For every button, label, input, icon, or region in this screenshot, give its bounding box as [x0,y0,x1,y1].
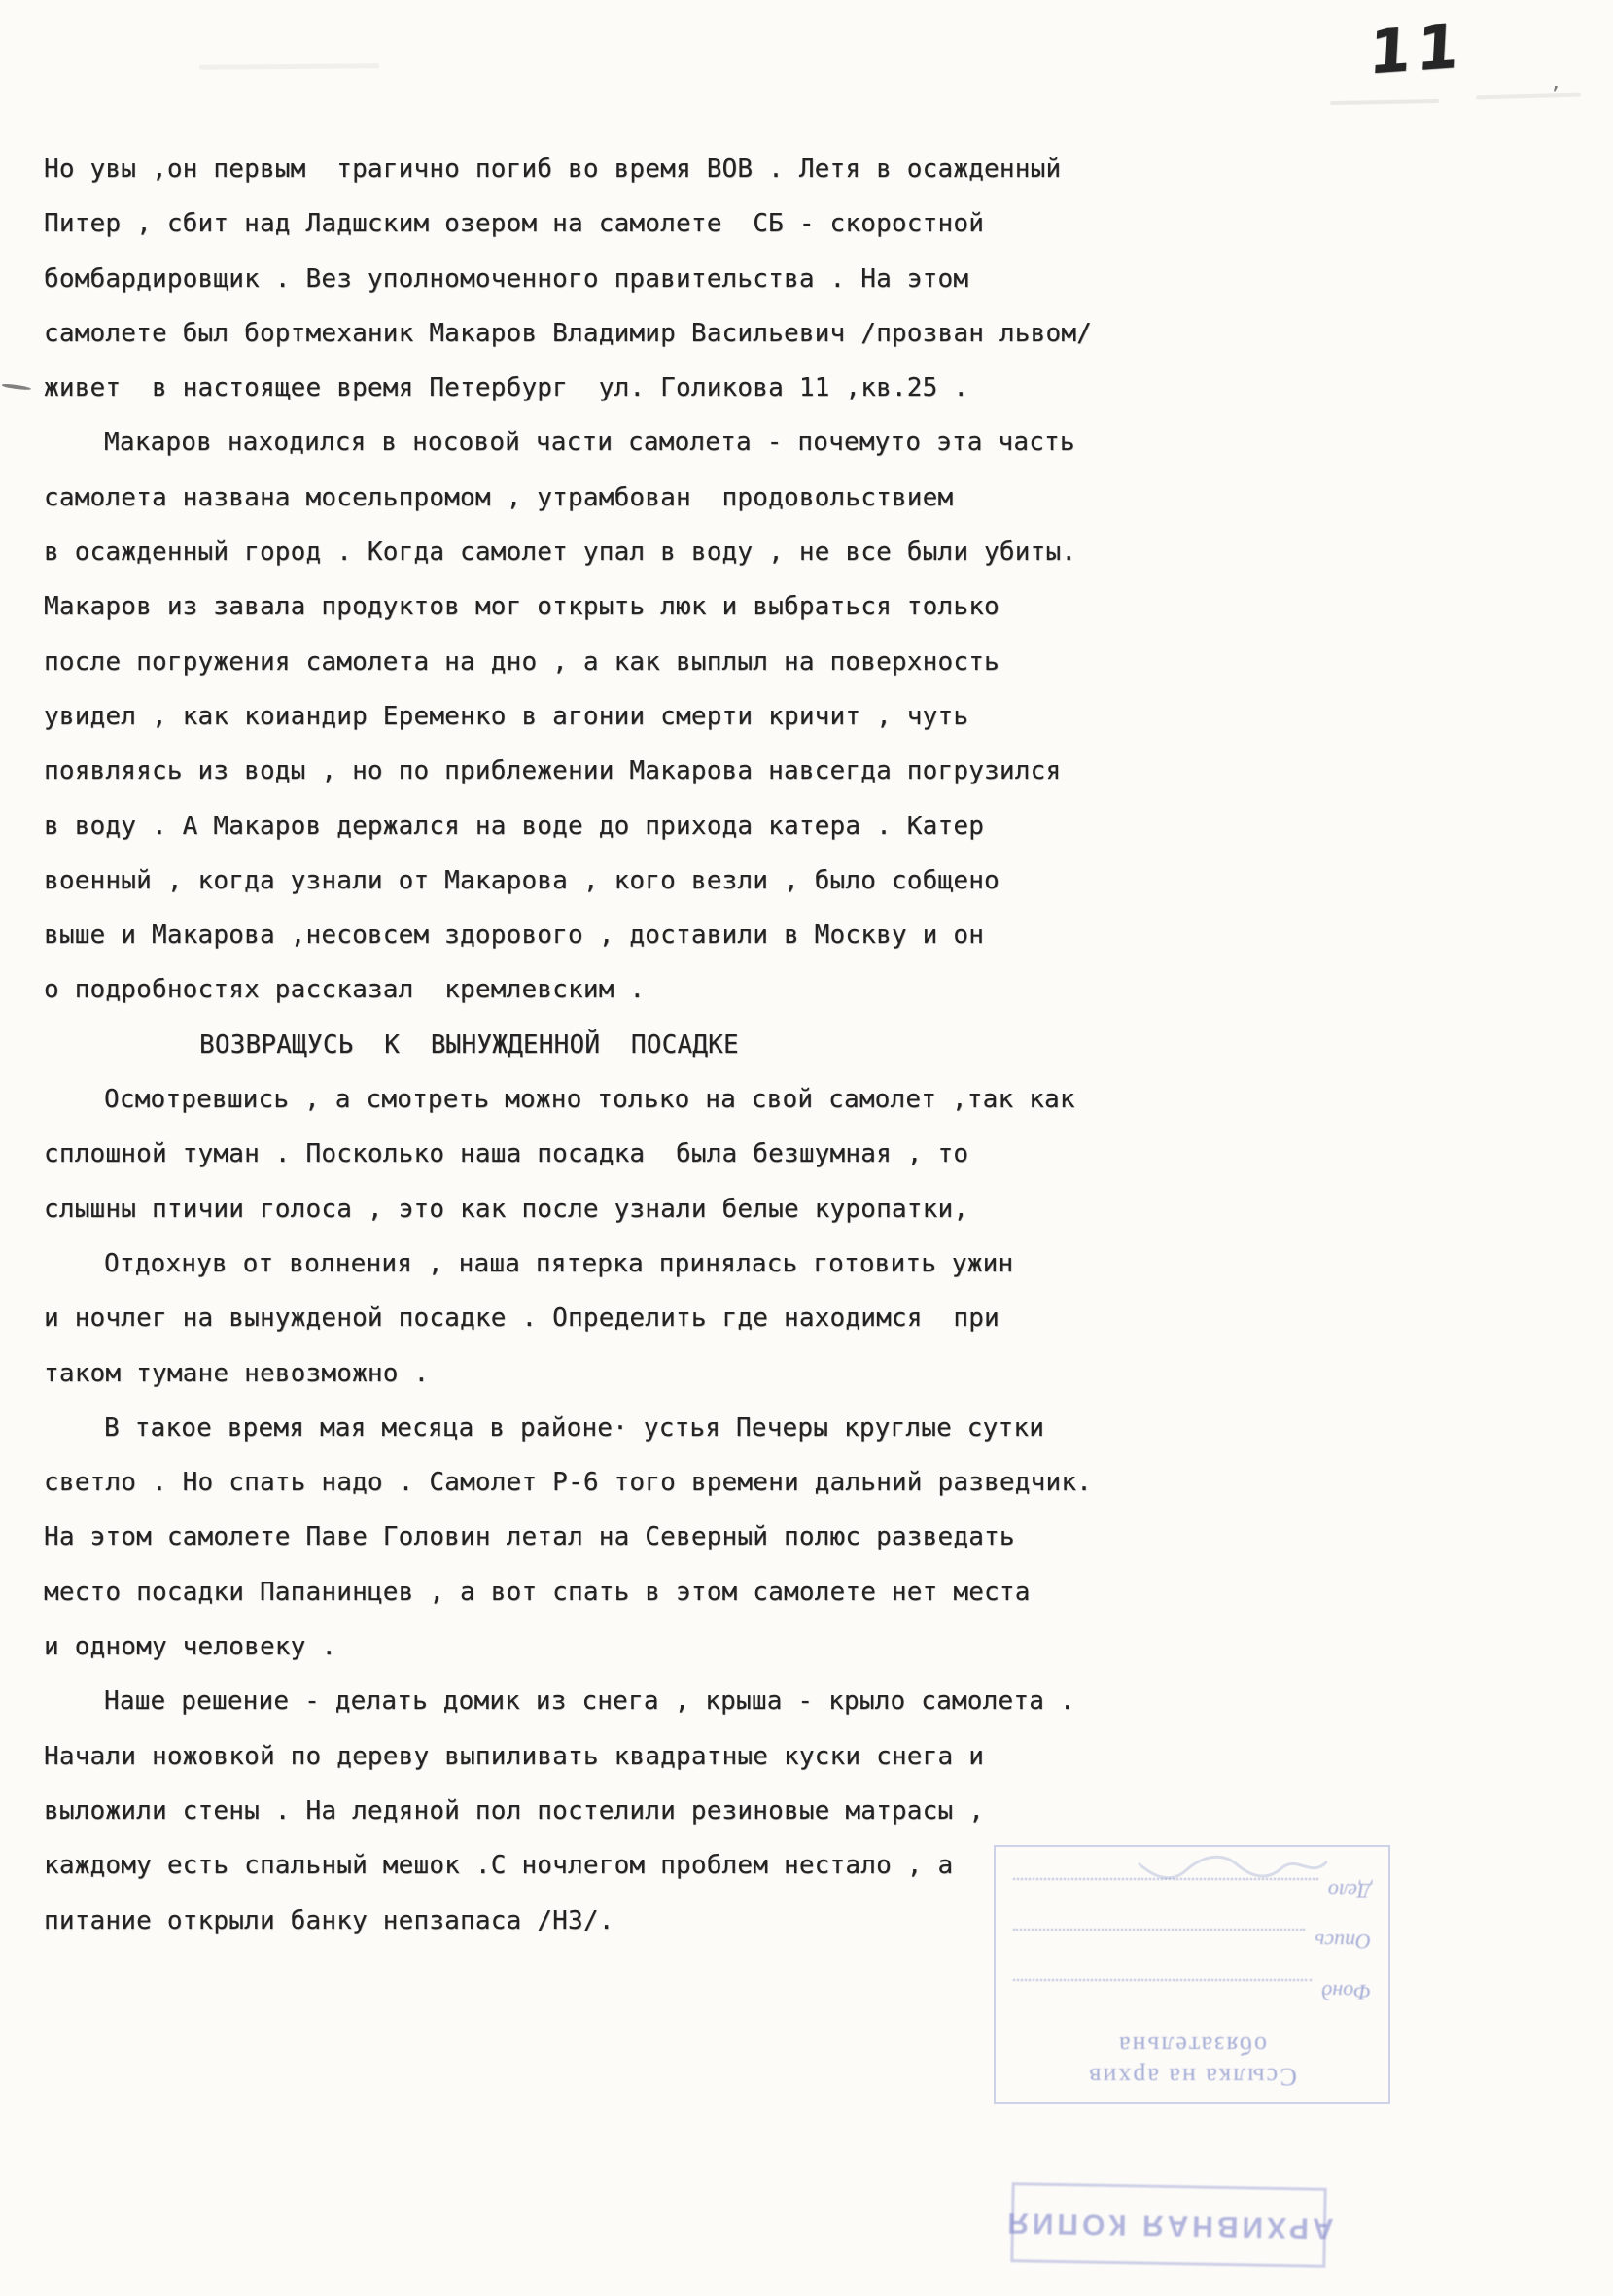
text-line: Макаров из завала продуктов мог открыть люк и выбраться только [44,592,999,622]
pencil-smudge [1476,93,1581,100]
stamp-note-line: обязательна [1117,2032,1267,2060]
faint-handwriting [1136,1851,1330,1884]
text-line: каждому есть спальный мешок .С ночлегом проблем нестало , а [44,1851,954,1881]
text-line: появляясь из воды , но по приблежении Макарова навсегда погрузился [44,756,1062,786]
text-line: выложили стены . На ледяной пол постелили резиновые матрасы , [44,1795,985,1826]
text-line: светло . Но спать надо . Самолет Р-6 того времени дальний разведчик. [44,1468,1093,1498]
text-line: военный , когда узнали от Макарова , кого везли , было собщено [44,865,999,895]
text-line: в воду . А Макаров держался на воде до прихода катера . Катер [44,811,985,841]
text-line: Начали ножовкой по дереву выпиливать квадратные куски снега и [44,1741,985,1771]
text-line: питание открыли банку непзапаса /НЗ/. [44,1905,614,1935]
text-line: Наше решение - делать домик из снега , крыша - крыло самолета . [104,1687,1075,1717]
text-line: место посадки Папанинцев , а вот спать в этом самолете нет места [44,1577,1031,1607]
margin-mark [2,383,31,391]
text-line: Осмотревшись , а смотреть можно только на свой самолет ,так как [104,1085,1075,1115]
text-line: в осажденный город . Когда самолет упал в воду , не все были убиты. [44,538,1077,568]
text-line: сплошной туман . Посколько наша посадка была безшумная , то [44,1139,969,1169]
pencil-smudge [1330,99,1439,105]
stamp-note [1013,2030,1371,2092]
text-line: Отдохнув от волнения , наша пятерка принялась готовить ужин [104,1248,1014,1278]
stamp-field-label: Дело [1327,1879,1371,1903]
text-line: слышны птичии голоса , это как после узнали белые куропатки, [44,1194,969,1224]
text-line: выше и Макарова ,несовсем здорового , доставили в Москву и он [44,921,985,951]
text-line: живет в настоящее время Петербург ул. Голикова 11 ,кв.25 . [44,373,969,403]
page-number: 11 [1367,10,1467,88]
stamp-field-row [1013,1929,1371,1954]
stamp-field-label: Фонд [1321,1980,1371,2004]
stamp-field-line [1013,1929,1305,1931]
text-line: после погружения самолета на дно , а как выплыл на поверхность [44,646,999,677]
archive-form-stamp [994,1845,1390,2104]
text-line: бомбардировщик . Вез уполномоченного правительства . На этом [44,263,969,294]
text-line: Питер , сбит над Ладшским озером на самолете СБ - скоростной [44,209,985,239]
stamp-note-line: Ссылка на архив [1087,2063,1297,2091]
text-line: таком тумане невозможно . [44,1358,430,1388]
stamp-fields [1013,1878,1371,2004]
text-line: Но увы ,он первым трагично погиб во время ВОВ . Летя в осажденный [44,155,1062,184]
text-line: самолета названа мосельпромом , утрамбован продовольствием [44,482,954,512]
archival-copy-label: АРХИВНАЯ КОПИЯ [1003,2207,1334,2244]
stamp-field-row [1013,1979,1371,2004]
text-line: и ночлег на вынужденой посадке . Определить где находимся при [44,1304,999,1334]
stamp-field-line [1013,1979,1312,1982]
text-line: увидел , как коиандир Еременко в агонии смерти кричит , чуть [44,701,969,731]
typewritten-text [44,142,1142,1948]
stamp-field-label: Опись [1315,1930,1371,1954]
text-line: о подробностях рассказал кремлевским . [44,975,646,1005]
ink-speck: ’ [1549,84,1562,108]
text-line: Макаров находился в носовой части самолета - почемуто эта часть [104,428,1075,458]
archival-copy-stamp [1003,2182,1334,2268]
text-line: и одному человеку . [44,1632,337,1662]
section-heading: ВОЗВРАЩУСЬ К ВЫНУЖДЕННОЙ ПОСАДКЕ [199,1029,739,1060]
pencil-smudge [199,63,379,70]
text-line: В такое время мая месяца в районе· устья Печеры круглые сутки [104,1412,1045,1443]
text-line: На этом самолете Паве Головин летал на Северный полюс разведать [44,1522,1015,1552]
text-line: самолете был бортмеханик Макаров Владимир Васильевич /прозван львом/ [44,318,1093,348]
